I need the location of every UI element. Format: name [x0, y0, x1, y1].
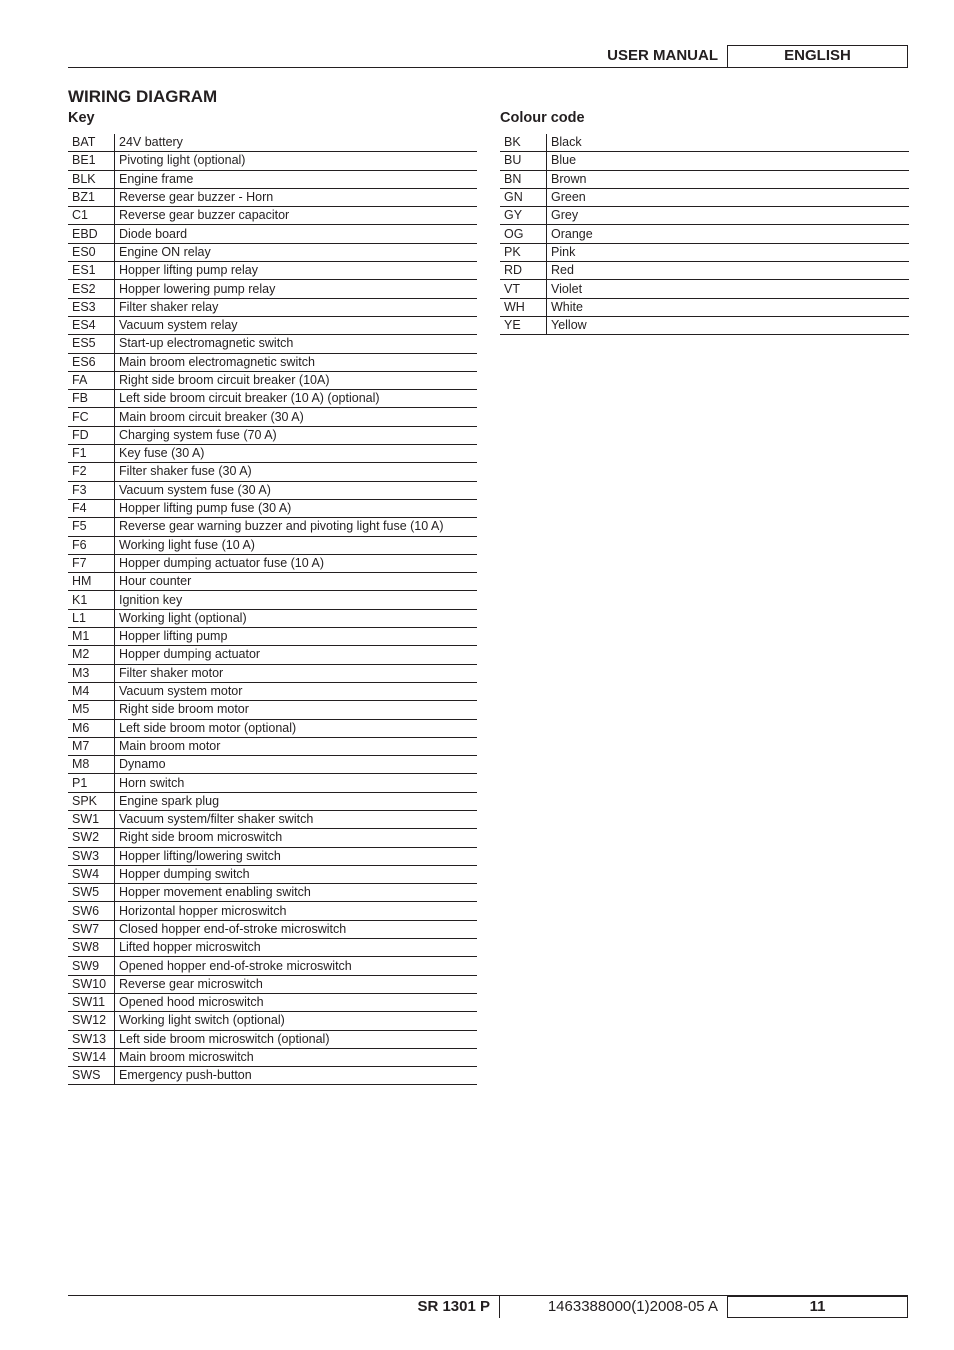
row-code: M4 [68, 682, 115, 700]
row-description: Vacuum system relay [115, 316, 478, 334]
row-code: F4 [68, 499, 115, 517]
row-code: SW2 [68, 829, 115, 847]
row-code: P1 [68, 774, 115, 792]
table-row [500, 152, 909, 170]
table-row [68, 280, 477, 298]
row-description: Vacuum system motor [115, 682, 478, 700]
table-row [68, 1030, 477, 1048]
table-row [500, 170, 909, 188]
row-code: F5 [68, 518, 115, 536]
table-row [68, 609, 477, 627]
table-row [68, 719, 477, 737]
row-description: Left side broom motor (optional) [115, 719, 478, 737]
row-code: SW9 [68, 957, 115, 975]
row-code: BU [500, 152, 547, 170]
row-code: BAT [68, 134, 115, 152]
table-row [68, 262, 477, 280]
row-code: M1 [68, 628, 115, 646]
table-row [68, 1012, 477, 1030]
row-description: Horizontal hopper microswitch [115, 902, 478, 920]
row-description: Main broom motor [115, 737, 478, 755]
row-description: Horn switch [115, 774, 478, 792]
table-row [68, 902, 477, 920]
table-row [68, 756, 477, 774]
header-rule [68, 67, 908, 68]
row-code: ES4 [68, 316, 115, 334]
row-description: Hopper dumping switch [115, 865, 478, 883]
row-code: EBD [68, 225, 115, 243]
row-description: Black [547, 134, 910, 152]
row-code: C1 [68, 207, 115, 225]
row-description: Hopper movement enabling switch [115, 884, 478, 902]
row-description: Engine ON relay [115, 243, 478, 261]
row-description: Opened hood microswitch [115, 993, 478, 1011]
footer-page-number: 11 [809, 1298, 826, 1315]
row-description: Right side broom microswitch [115, 829, 478, 847]
table-row [68, 774, 477, 792]
table-row [68, 207, 477, 225]
row-code: SW4 [68, 865, 115, 883]
table-row [68, 993, 477, 1011]
table-row [68, 481, 477, 499]
row-code: ES0 [68, 243, 115, 261]
row-code: SW10 [68, 975, 115, 993]
table-row [68, 1067, 477, 1085]
table-row [500, 225, 909, 243]
table-row [500, 243, 909, 261]
key-title: Key [68, 110, 95, 126]
row-description: Hopper lowering pump relay [115, 280, 478, 298]
table-row [68, 591, 477, 609]
table-row [68, 792, 477, 810]
row-description: Orange [547, 225, 910, 243]
row-code: M8 [68, 756, 115, 774]
row-description: Filter shaker motor [115, 664, 478, 682]
row-description: 24V battery [115, 134, 478, 152]
row-description: Hopper dumping actuator [115, 646, 478, 664]
row-code: F1 [68, 445, 115, 463]
row-code: FB [68, 390, 115, 408]
table-row [500, 134, 909, 152]
colour-code-title: Colour code [500, 110, 585, 126]
row-description: Hopper dumping actuator fuse (10 A) [115, 554, 478, 572]
table-row [68, 499, 477, 517]
footer-doc-code: 1463388000(1)2008-05 A [547, 1298, 718, 1315]
row-code: M6 [68, 719, 115, 737]
row-code: M7 [68, 737, 115, 755]
row-description: Grey [547, 207, 910, 225]
row-description: Vacuum system/filter shaker switch [115, 810, 478, 828]
table-row [68, 646, 477, 664]
table-row [68, 463, 477, 481]
row-code: ES2 [68, 280, 115, 298]
table-row [68, 408, 477, 426]
row-code: BK [500, 134, 547, 152]
table-row [68, 152, 477, 170]
table-row [500, 280, 909, 298]
table-row [68, 353, 477, 371]
row-code: SW6 [68, 902, 115, 920]
row-code: YE [500, 316, 547, 334]
row-code: M2 [68, 646, 115, 664]
key-table [68, 134, 477, 1085]
table-row [68, 390, 477, 408]
table-row [68, 664, 477, 682]
row-description: Engine frame [115, 170, 478, 188]
table-row [68, 445, 477, 463]
row-code: SW8 [68, 939, 115, 957]
row-description: Main broom electromagnetic switch [115, 353, 478, 371]
table-row [68, 975, 477, 993]
row-description: Dynamo [115, 756, 478, 774]
table-row [68, 426, 477, 444]
row-code: F7 [68, 554, 115, 572]
table-row [500, 316, 909, 334]
row-description: Hopper lifting pump fuse (30 A) [115, 499, 478, 517]
row-code: HM [68, 573, 115, 591]
table-row [68, 737, 477, 755]
table-row [500, 207, 909, 225]
row-description: Charging system fuse (70 A) [115, 426, 478, 444]
row-code: ES3 [68, 298, 115, 316]
table-row [68, 518, 477, 536]
row-description: Opened hopper end-of-stroke microswitch [115, 957, 478, 975]
row-code: SW3 [68, 847, 115, 865]
table-row [68, 536, 477, 554]
row-code: BE1 [68, 152, 115, 170]
table-row [68, 847, 477, 865]
row-description: Red [547, 262, 910, 280]
table-row [68, 810, 477, 828]
row-code: M3 [68, 664, 115, 682]
row-description: Ignition key [115, 591, 478, 609]
row-description: Closed hopper end-of-stroke microswitch [115, 920, 478, 938]
row-description: Main broom microswitch [115, 1048, 478, 1066]
row-code: GY [500, 207, 547, 225]
row-code: BLK [68, 170, 115, 188]
row-description: Violet [547, 280, 910, 298]
row-description: Pivoting light (optional) [115, 152, 478, 170]
row-description: Reverse gear buzzer - Horn [115, 188, 478, 206]
row-description: Left side broom microswitch (optional) [115, 1030, 478, 1048]
row-description: Green [547, 188, 910, 206]
row-description: Reverse gear warning buzzer and pivoting light fuse (10 A) [115, 518, 478, 536]
row-description: Working light switch (optional) [115, 1012, 478, 1030]
row-code: RD [500, 262, 547, 280]
table-row [68, 884, 477, 902]
table-row [68, 1048, 477, 1066]
row-description: Start-up electromagnetic switch [115, 335, 478, 353]
row-code: SW14 [68, 1048, 115, 1066]
row-description: Reverse gear buzzer capacitor [115, 207, 478, 225]
table-row [68, 243, 477, 261]
table-row [68, 298, 477, 316]
row-description: Lifted hopper microswitch [115, 939, 478, 957]
row-code: M5 [68, 701, 115, 719]
row-code: ES1 [68, 262, 115, 280]
row-code: PK [500, 243, 547, 261]
row-code: SWS [68, 1067, 115, 1085]
table-row [68, 371, 477, 389]
table-row [500, 298, 909, 316]
row-code: L1 [68, 609, 115, 627]
colour-code-table [500, 134, 909, 335]
row-description: Emergency push-button [115, 1067, 478, 1085]
row-description: Hopper lifting pump relay [115, 262, 478, 280]
row-code: FD [68, 426, 115, 444]
row-code: BN [500, 170, 547, 188]
table-row [68, 134, 477, 152]
table-row [68, 316, 477, 334]
table-row [68, 701, 477, 719]
table-row [68, 628, 477, 646]
row-description: Left side broom circuit breaker (10 A) (optional) [115, 390, 478, 408]
row-code: VT [500, 280, 547, 298]
row-description: Filter shaker relay [115, 298, 478, 316]
row-description: Pink [547, 243, 910, 261]
row-description: Right side broom motor [115, 701, 478, 719]
row-description: Filter shaker fuse (30 A) [115, 463, 478, 481]
row-description: Brown [547, 170, 910, 188]
row-description: Reverse gear microswitch [115, 975, 478, 993]
row-description: Engine spark plug [115, 792, 478, 810]
table-row [500, 188, 909, 206]
table-row [68, 939, 477, 957]
row-code: SW12 [68, 1012, 115, 1030]
table-row [68, 554, 477, 572]
row-description: Key fuse (30 A) [115, 445, 478, 463]
row-description: Hopper lifting/lowering switch [115, 847, 478, 865]
row-description: Hour counter [115, 573, 478, 591]
table-row [68, 920, 477, 938]
table-row [68, 188, 477, 206]
row-code: BZ1 [68, 188, 115, 206]
header-language: ENGLISH [784, 47, 851, 64]
header-manual-label: USER MANUAL [607, 47, 718, 64]
row-code: F3 [68, 481, 115, 499]
page-title: WIRING DIAGRAM [68, 87, 218, 106]
table-row [68, 335, 477, 353]
row-code: F2 [68, 463, 115, 481]
table-row [68, 225, 477, 243]
row-code: K1 [68, 591, 115, 609]
row-description: Blue [547, 152, 910, 170]
table-row [500, 262, 909, 280]
row-code: WH [500, 298, 547, 316]
row-code: GN [500, 188, 547, 206]
row-code: ES6 [68, 353, 115, 371]
row-description: White [547, 298, 910, 316]
row-description: Hopper lifting pump [115, 628, 478, 646]
table-row [68, 682, 477, 700]
row-code: SPK [68, 792, 115, 810]
row-code: FA [68, 371, 115, 389]
row-description: Main broom circuit breaker (30 A) [115, 408, 478, 426]
table-row [68, 865, 477, 883]
table-row [68, 170, 477, 188]
row-description: Working light (optional) [115, 609, 478, 627]
row-code: SW5 [68, 884, 115, 902]
row-code: SW7 [68, 920, 115, 938]
row-code: F6 [68, 536, 115, 554]
footer-model: SR 1301 P [417, 1298, 490, 1315]
table-row [68, 829, 477, 847]
row-description: Working light fuse (10 A) [115, 536, 478, 554]
row-description: Right side broom circuit breaker (10A) [115, 371, 478, 389]
row-description: Vacuum system fuse (30 A) [115, 481, 478, 499]
row-code: OG [500, 225, 547, 243]
row-code: ES5 [68, 335, 115, 353]
row-code: SW13 [68, 1030, 115, 1048]
table-row [68, 957, 477, 975]
row-description: Diode board [115, 225, 478, 243]
row-code: SW1 [68, 810, 115, 828]
row-code: SW11 [68, 993, 115, 1011]
row-code: FC [68, 408, 115, 426]
table-row [68, 573, 477, 591]
row-description: Yellow [547, 316, 910, 334]
